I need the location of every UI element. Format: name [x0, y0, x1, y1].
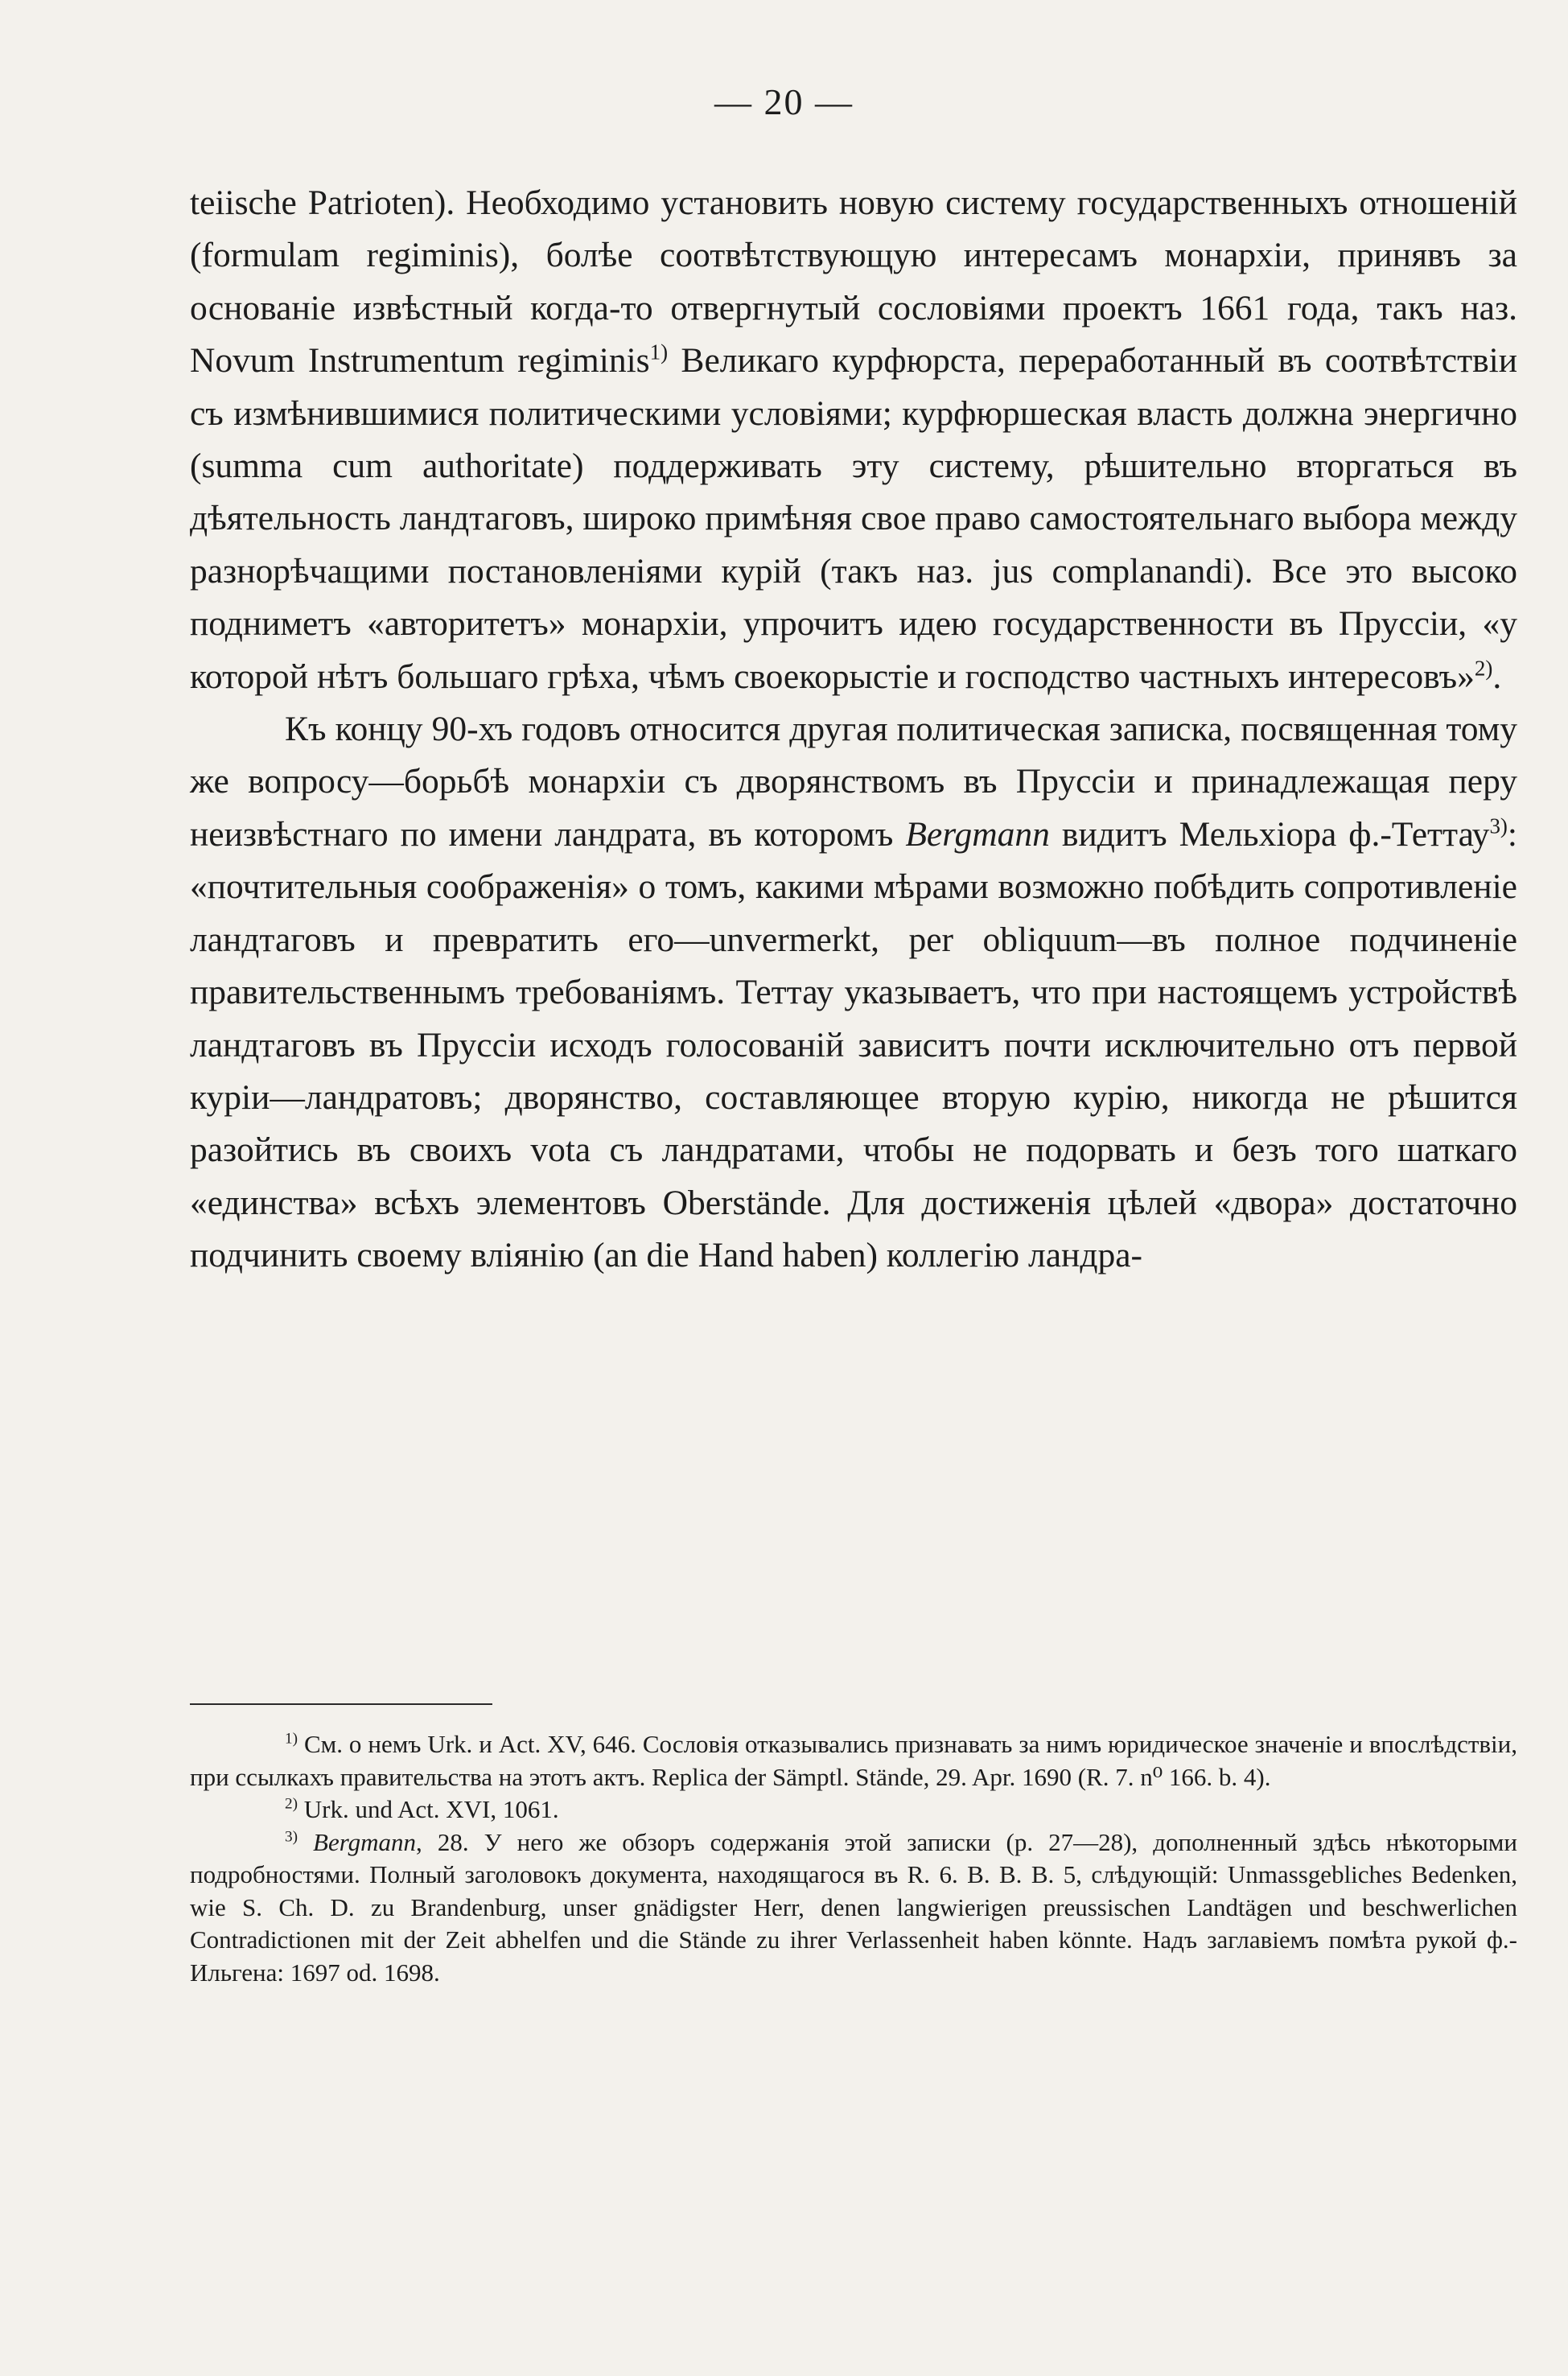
paragraph-1-part-2: Великаго курфюрста, переработанный въ соотвѣтствіи съ измѣнившимися политическими условіями; курфюршеская власть должна энергично (summa cum authoritate) поддерживать эту систему, рѣшительно вторгаться въ дѣятельность ландтаговъ, широко примѣняя свое право самостоятельнаго выбора между разнорѣчащими постановленіями курій (такъ наз. jus complanandi). Все это высоко подниметъ «авторитетъ» монархіи, упрочитъ идею государственности въ Пруссіи, «у которой нѣтъ большаго грѣха, чѣмъ своекорыстіе и господство частныхъ интересовъ»	[190, 341, 1517, 696]
page-number: — 20 —	[714, 81, 854, 122]
footnote-ref-2: 2)	[1474, 656, 1493, 681]
paragraph-2-part-3: : «почтительныя соображенія» о томъ, какими мѣрами возможно побѣдить сопротивленіе ландтаговъ и превратить его—unvermerkt, per obliquum—въ полное подчиненіе правительственнымъ требованіямъ. Теттау указываетъ, что при настоящемъ устройствѣ ландтаговъ въ Пруссіи исходъ голосованій зависитъ почти исключительно отъ первой куріи—ландратовъ; дворянство, составляющее вторую курію, никогда не рѣшится разойтись въ своихъ vota съ ландратами, чтобы не подорвать и безъ того шаткаго «единства» всѣхъ элементовъ Oberstände. Для достиженія цѣлей «двора» достаточно подчинить своему вліянію (an die Hand haben) коллегію ландра-	[190, 814, 1517, 1275]
footnote-1-marker: 1)	[285, 1730, 298, 1748]
paragraph-2-part-1: Къ концу 90-хъ годовъ относится другая политическая записка, посвященная тому же вопросу—борьбѣ монархіи съ дворянствомъ въ Пруссіи и принадлежащая перу неизвѣстнаго по имени ландрата, въ которомъ	[190, 710, 1517, 854]
footnote-ref-3: 3)	[1489, 813, 1508, 838]
paragraph-2-part-2: видитъ Мельхіора ф.-Теттау	[1049, 814, 1490, 854]
footnote-2	[190, 1793, 1517, 1826]
footnote-3	[190, 1826, 1517, 1990]
footnotes	[190, 1728, 1517, 1989]
paragraph-1-part-3: .	[1492, 657, 1502, 696]
author-name: Bergmann	[905, 814, 1050, 854]
paragraph-2	[190, 703, 1517, 1282]
paragraph-1	[190, 177, 1517, 703]
main-text	[190, 177, 1517, 1283]
paragraph-1-part-1: teiische Patrioten). Необходимо установить новую систему государственныхъ отношеній (formulam regiminis), болѣе соотвѣтствующую интересамъ монархіи, принявъ за основаніе извѣстный когда-то отвергнутый сословіями проектъ 1661 года, такъ наз. Novum Instrumentum regiminis	[190, 183, 1517, 381]
footnote-1	[190, 1728, 1517, 1793]
footnote-3-author: Bergmann	[313, 1827, 417, 1856]
footnote-3-text: , 28. У него же обзоръ содержанія этой записки (р. 27—28), дополненный здѣсь нѣкоторыми подробностями. Полный заголовокъ документа, находящагося въ R. 6. B. B. B. 5, слѣдующій: Unmassgebliches Bedenken, wie S. Ch. D. zu Brandenburg, unser gnädigster Herr, denen langwierigen preussischen Landtägen und beschwerlichen Contradictionen mit der Zeit abhelfen und die Stände zu ihrer Verlassenheit haben könnte. Надъ заглавіемъ помѣта рукой ф.-Ильгена: 1697 od. 1698.	[190, 1827, 1518, 1987]
footnote-2-text: Urk. und Act. XVI, 1061.	[298, 1795, 559, 1823]
footnote-3-marker: 3)	[285, 1828, 298, 1846]
footnote-divider	[190, 1703, 492, 1705]
footnote-1-text: См. о немъ Urk. и Act. XV, 646. Сословія отказывались признавать за нимъ юридическое значеніе и впослѣдствіи, при ссылкахъ правительства на этотъ актъ. Replica der Sämptl. Stände, 29. Apr. 1690 (R. 7. n⁰ 166. b. 4).	[190, 1730, 1517, 1791]
footnote-2-marker: 2)	[285, 1795, 298, 1813]
footnote-ref-1: 1)	[649, 340, 669, 364]
